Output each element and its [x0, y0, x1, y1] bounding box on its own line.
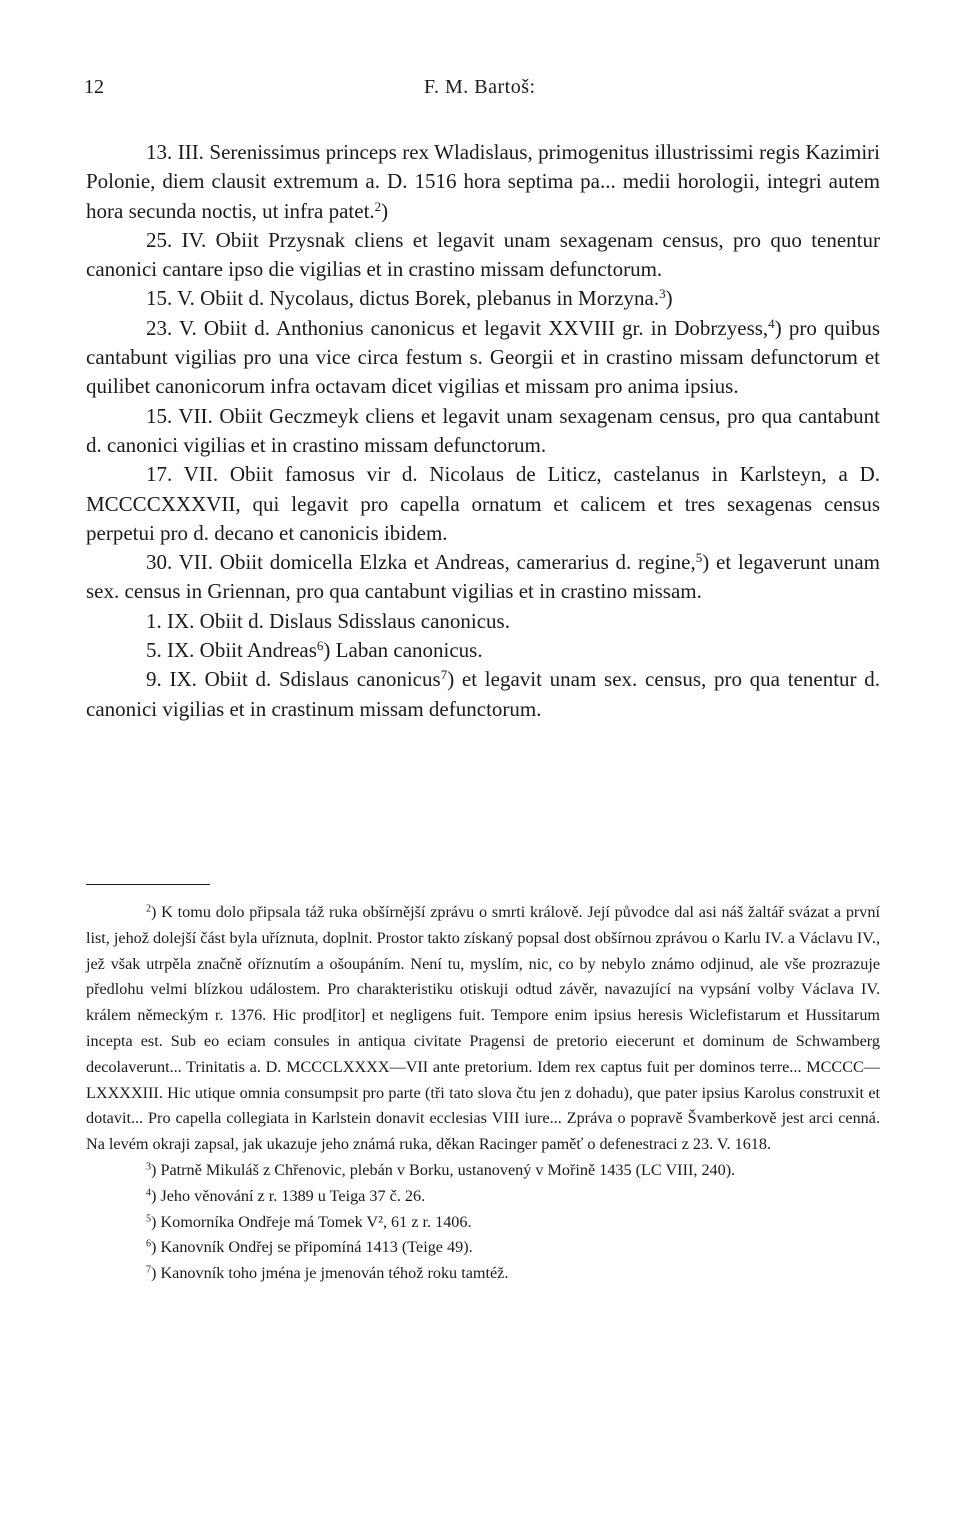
- entry: 5. IX. Obiit Andreas$^6$) Laban canonicus.: [146, 637, 483, 663]
- entry: 1. IX. Obiit d. Dislaus Sdisslaus canonicus.: [146, 608, 510, 633]
- running-title: F. M. Bartoš:: [424, 76, 536, 98]
- entry: 17. VII. Obiit famosus vir d. Nicolaus de Liticz, castelanus in Karlsteyn, a D. MCCCCXXXVII, qui legavit pro capella ornatum et calicem et tres sexagenas census perpetui pro d. decano et canonicis ibidem.: [86, 462, 880, 545]
- footnote-ref: 2: [374, 198, 382, 214]
- footnotes: [86, 900, 880, 1287]
- footnote-mark: 6: [146, 1238, 152, 1250]
- footnote: $^4$) Jeho věnování z r. 1389 u Teiga 37 č. 26.: [146, 1186, 426, 1205]
- footnote-mark: 2: [146, 903, 152, 915]
- entry: 25. IV. Obiit Przysnak cliens et legavit unam sexagenam census, pro quo tenentur canonici cantare ipso die vigilias et in crastino missam defunctorum.: [86, 227, 880, 282]
- entry: 30. VII. Obiit domicella Elzka et Andreas, camerarius d. regine,$^5$) et legaverunt unam sex. census in Griennan, pro qua cantabunt vigilias et in crastino missam.: [86, 550, 880, 604]
- footnote: $^2$) K tomu dolo připsala táž ruka obšírnější zprávu o smrti králově. Její původce dal asi náš žaltář svázat a první list, jehož dolejší část byla uříznuta, doplnit. Prostor takto získaný popsal dost obšírnou zprávou o Karlu IV. a Václavu IV., jež však utrpěla značně oříznutím a ošoupáním. Není tu, myslím, nic, co by nebylo známo odjinud, ale vše prozrazuje předlohu velmi blízkou událostem. Pro charakteristiku otiskuji odtud závěr, navazující na vypsání volby Václava IV. králem německým r. 1376. Hic prod[itor] et negligens fuit. Tempore enim ipsius heresis Wiclefistarum et Hussitarum incepta est. Sub eo eciam consules in antiqua civitate Pragensi de pretorio eiecerunt et dominum de Schwamberg decolaverunt... Trinitatis a. D. MCCCLXXXX—VII ante pretorium. Idem rex captus fuit per dominos terre... MCCCC—LXXXXIII. Hic utique omnia consumpsit pro parte (tři tato slova čtu jen z dohadu), que pater ipsius Karolus construxit et dotavit... Pro capella collegiata in Karlstein donavit ecclesias VIII iure... Zpráva o popravě Švamberkově jest arci cenná. Na levém okraji zapsal, jak ukazuje jeho známá ruka, děkan Racinger paměť o defenestraci z 23. V. 1618.: [86, 903, 880, 1154]
- footnote-ref: 5: [695, 550, 703, 565]
- entry: 23. V. Obiit d. Anthonius canonicus et legavit XXVIII gr. in Dobrzyess,$^4$) pro quibus cantabunt vigilias pro una vice circa festum s. Georgii et in crastino missam defunctorum et quilibet canonicorum infra octavam dicet vigilias et missam pro anima ipsius.: [86, 315, 881, 399]
- footnote-mark: 7: [146, 1264, 152, 1276]
- footnote: $^7$) Kanovník toho jména je jmenován téhož roku tamtéž.: [146, 1264, 509, 1283]
- footnote-separator: [86, 884, 210, 885]
- entry: 13. III. Serenissimus princeps rex Wladislaus, primogenitus illustrissimi regis Kazimiri Polonie, diem clausit extremum a. D. 1516 hora septima pa... medii horologii, integri autem hora secunda noctis, ut infra patet.$^2$): [86, 140, 880, 223]
- footnote-ref: 7: [440, 667, 448, 683]
- page-number: 12: [84, 76, 104, 98]
- entry: 9. IX. Obiit d. Sdislaus canonicus$^7$) et legavit unam sex. census, pro qua tenentur d. canonici vigilias et in crastinum missam defunctorum.: [86, 667, 881, 721]
- footnote-ref: 6: [316, 637, 324, 653]
- main-text: [86, 138, 880, 724]
- entry: 15. V. Obiit d. Nycolaus, dictus Borek, plebanus in Morzyna.$^3$): [146, 286, 673, 311]
- footnote: $^5$) Komorníka Ondřeje má Tomek V², 61 z r. 1406.: [146, 1212, 472, 1231]
- footnote-mark: 5: [146, 1213, 152, 1225]
- footnote: $^6$) Kanovník Ondřej se připomíná 1413 (Teige 49).: [146, 1238, 473, 1257]
- footnote-ref: 4: [768, 315, 775, 331]
- entry: 15. VII. Obiit Geczmeyk cliens et legavit unam sexagenam census, pro qua cantabunt d. canonici vigilias et in crastino missam defunctorum.: [86, 403, 880, 457]
- footnote: $^3$) Patrně Mikuláš z Chřenovic, plebán v Borku, ustanovený v Mořině 1435 (LC VIII, 240).: [146, 1160, 736, 1179]
- footnote-ref: 3: [659, 286, 666, 302]
- footnote-mark: 4: [146, 1187, 152, 1199]
- footnote-mark: 3: [146, 1161, 152, 1173]
